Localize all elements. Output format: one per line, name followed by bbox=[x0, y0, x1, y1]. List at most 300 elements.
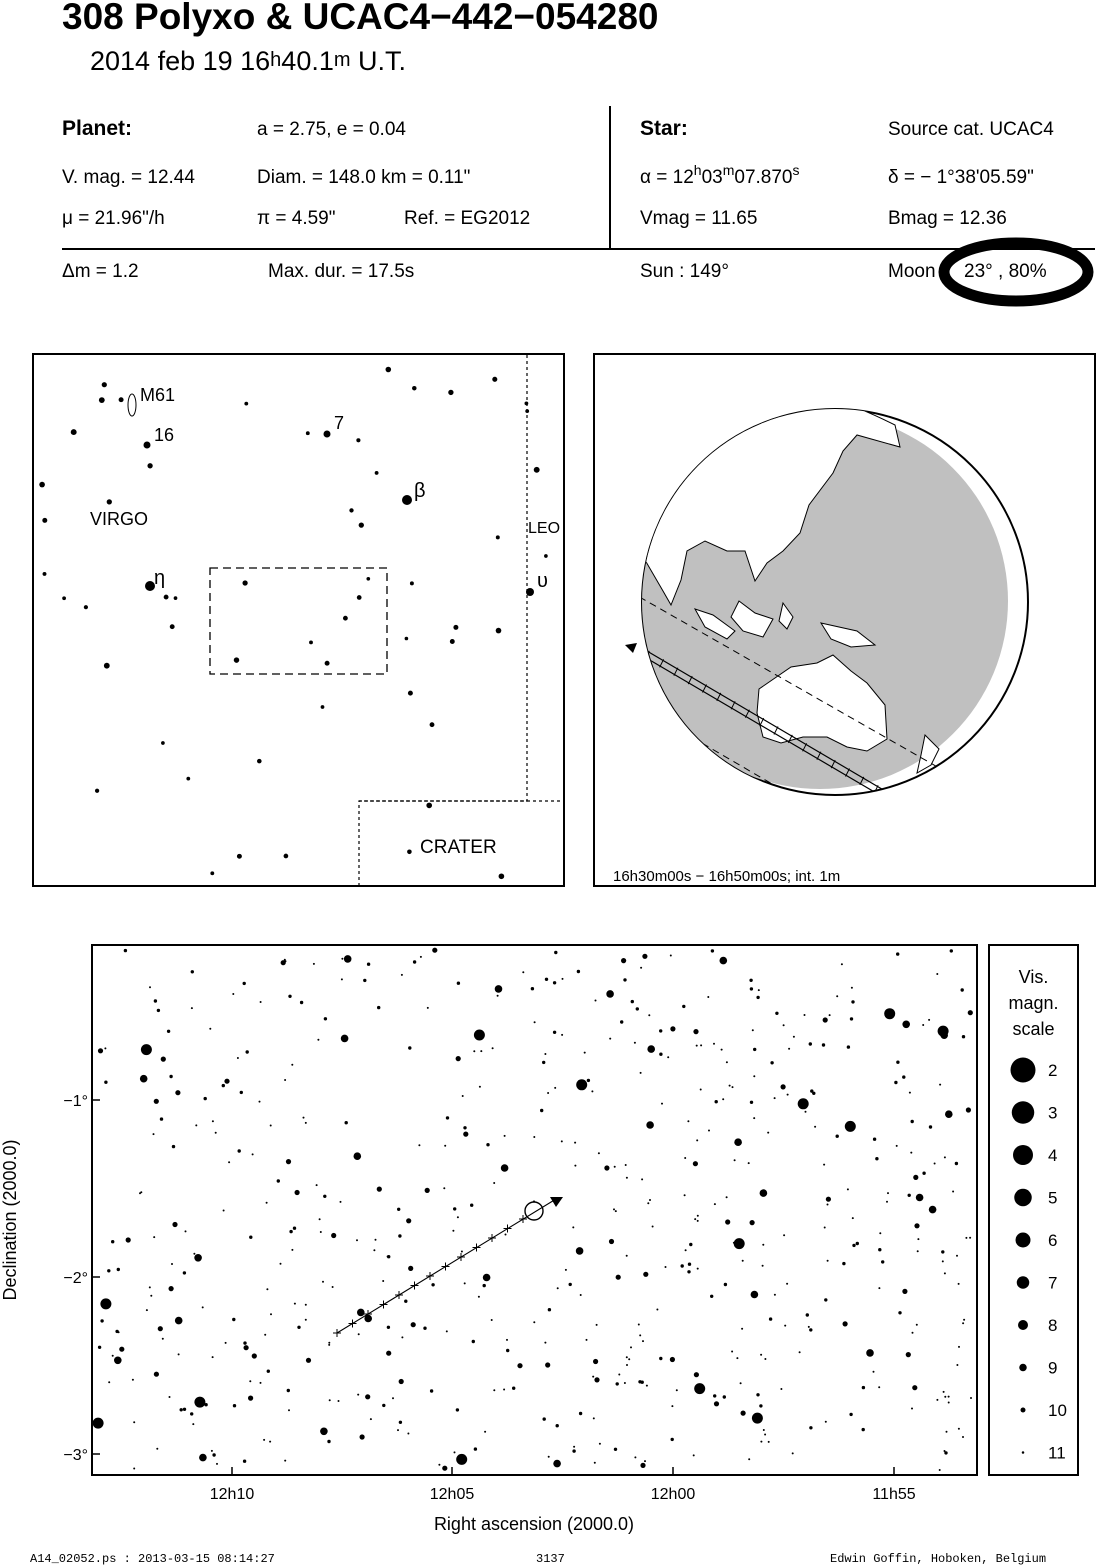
chart-star bbox=[444, 1145, 446, 1147]
chart-star bbox=[769, 1317, 772, 1320]
chart-star bbox=[431, 1283, 434, 1286]
chart-star bbox=[696, 1139, 698, 1141]
chart-star bbox=[284, 1460, 286, 1462]
chart-star bbox=[554, 951, 557, 954]
finder-star bbox=[107, 499, 112, 504]
chart-star bbox=[338, 1400, 340, 1402]
chart-star bbox=[456, 1408, 459, 1411]
chart-star bbox=[806, 1313, 809, 1316]
chart-star bbox=[962, 1322, 964, 1324]
finder-star bbox=[164, 595, 169, 600]
footer-author: Edwin Goffin, Hoboken, Belgium bbox=[830, 1552, 1047, 1566]
chart-star bbox=[199, 1454, 207, 1462]
chart-star bbox=[682, 1005, 685, 1008]
legend-dot-mag-2 bbox=[1011, 1058, 1036, 1083]
chart-star bbox=[360, 1434, 365, 1439]
chart-star bbox=[843, 1321, 848, 1326]
legend-dot-mag-8 bbox=[1018, 1320, 1028, 1330]
chart-star bbox=[609, 1239, 614, 1244]
chart-star bbox=[212, 1120, 214, 1122]
ytick-minus1: −1° bbox=[63, 1093, 88, 1110]
legend-label-mag-4: 4 bbox=[1048, 1146, 1058, 1165]
planet-heading: Planet: bbox=[62, 117, 133, 140]
chart-star bbox=[291, 1249, 293, 1251]
label-leo: LEO bbox=[528, 520, 561, 537]
chart-star bbox=[952, 1191, 954, 1193]
chart-star bbox=[377, 1006, 380, 1009]
chart-star bbox=[216, 1463, 218, 1465]
chart-star bbox=[565, 1269, 567, 1271]
chart-star bbox=[464, 1282, 466, 1284]
chart-star bbox=[252, 1353, 257, 1358]
finder-star bbox=[244, 402, 248, 406]
chart-star bbox=[684, 1157, 686, 1159]
chart-star bbox=[107, 1269, 110, 1272]
chart-star bbox=[98, 1346, 101, 1349]
finder-star bbox=[321, 705, 325, 709]
chart-star bbox=[420, 956, 422, 958]
finder-star bbox=[84, 605, 88, 609]
chart-star bbox=[504, 1135, 506, 1137]
chart-star bbox=[798, 1098, 809, 1109]
chart-star bbox=[681, 1264, 684, 1267]
legend-label-mag-3: 3 bbox=[1048, 1103, 1058, 1123]
finder-star bbox=[343, 616, 348, 621]
chart-star bbox=[404, 1300, 407, 1303]
chart-star bbox=[370, 1418, 372, 1420]
finder-star bbox=[325, 661, 330, 666]
earth-globe bbox=[595, 355, 1094, 885]
chart-star bbox=[169, 1075, 172, 1078]
chart-star bbox=[626, 1255, 628, 1257]
chart-star bbox=[286, 1159, 291, 1164]
legend-dot-mag-4 bbox=[1013, 1145, 1033, 1165]
chart-star bbox=[408, 1046, 411, 1049]
chart-star bbox=[479, 1086, 481, 1088]
chart-star bbox=[317, 1039, 319, 1041]
label-upsilon: υ bbox=[537, 570, 548, 592]
chart-star bbox=[710, 1295, 713, 1298]
chart-star bbox=[659, 1053, 662, 1056]
finder-star bbox=[408, 691, 413, 696]
chart-star bbox=[850, 1017, 853, 1020]
chart-star bbox=[647, 1202, 649, 1204]
chart-star bbox=[958, 1346, 960, 1348]
chart-star bbox=[641, 1178, 643, 1180]
chart-star bbox=[956, 1255, 958, 1257]
chart-star bbox=[732, 1086, 734, 1088]
chart-star bbox=[486, 1143, 489, 1146]
chart-star bbox=[751, 1291, 759, 1299]
chart-star bbox=[344, 955, 352, 963]
chart-star bbox=[580, 1294, 582, 1296]
chart-star bbox=[676, 1389, 678, 1391]
legend-label-mag-2: 2 bbox=[1048, 1061, 1058, 1080]
chart-star bbox=[554, 1087, 556, 1089]
finder-star bbox=[257, 759, 262, 764]
chart-star bbox=[195, 1124, 197, 1126]
moon-value: 23° , 80% bbox=[964, 261, 1047, 282]
chart-star bbox=[491, 1319, 493, 1321]
chart-star bbox=[804, 1014, 806, 1016]
chart-star bbox=[783, 1024, 785, 1026]
chart-star bbox=[955, 1162, 958, 1165]
chart-star bbox=[399, 1421, 402, 1424]
chart-star bbox=[939, 1084, 941, 1086]
chart-star bbox=[243, 982, 246, 985]
chart-star bbox=[577, 970, 580, 973]
chart-star bbox=[295, 1190, 300, 1195]
chart-star bbox=[793, 1036, 795, 1038]
chart-star bbox=[961, 988, 964, 991]
chart-star bbox=[780, 1388, 782, 1390]
chart-star bbox=[140, 1075, 148, 1083]
chart-star bbox=[259, 1101, 261, 1103]
moon-highlight-oval bbox=[938, 236, 1097, 308]
chart-star bbox=[191, 970, 194, 973]
chart-star bbox=[443, 1187, 445, 1189]
magnitude-legend bbox=[988, 944, 1079, 1476]
legend-dot-mag-3 bbox=[1012, 1101, 1035, 1124]
label-m61: M61 bbox=[140, 385, 176, 405]
chart-star bbox=[760, 1441, 762, 1443]
chart-star bbox=[153, 1133, 155, 1135]
chart-star bbox=[724, 1283, 727, 1286]
chart-star bbox=[100, 1298, 111, 1309]
chart-star bbox=[685, 1249, 687, 1251]
chart-star bbox=[902, 1075, 905, 1078]
chart-star bbox=[401, 1336, 403, 1338]
chart-star bbox=[133, 1468, 135, 1470]
chart-star bbox=[827, 1260, 829, 1262]
finder-star bbox=[407, 850, 412, 855]
chart-star bbox=[878, 1287, 880, 1289]
chart-star bbox=[209, 1028, 211, 1030]
chart-star bbox=[212, 1453, 215, 1456]
chart-star bbox=[649, 1199, 651, 1201]
track-tick bbox=[917, 811, 921, 819]
chart-star bbox=[856, 1243, 858, 1245]
chart-star bbox=[824, 1298, 827, 1301]
chart-star bbox=[557, 1287, 559, 1289]
chart-star bbox=[493, 1182, 495, 1184]
chart-star bbox=[614, 1166, 616, 1168]
chart-star bbox=[277, 1179, 280, 1182]
sun-elongation: Sun : 149° bbox=[640, 261, 729, 282]
chart-star bbox=[644, 1460, 646, 1462]
chart-star bbox=[762, 1244, 764, 1246]
chart-star bbox=[943, 1391, 945, 1393]
chart-star bbox=[970, 1397, 972, 1399]
chart-star bbox=[328, 1344, 330, 1346]
chart-star bbox=[726, 1061, 728, 1063]
chart-star bbox=[249, 1380, 251, 1382]
chart-star bbox=[845, 1121, 856, 1132]
chart-star bbox=[873, 1138, 876, 1141]
chart-star bbox=[609, 1038, 611, 1040]
chart-star bbox=[823, 1164, 825, 1166]
chart-star bbox=[753, 1075, 755, 1077]
chart-star bbox=[922, 1172, 925, 1175]
chart-star bbox=[770, 1061, 773, 1064]
chart-star bbox=[545, 1362, 550, 1367]
chart-star bbox=[243, 1341, 246, 1344]
chart-star bbox=[661, 1103, 663, 1105]
finder-star bbox=[499, 873, 505, 879]
chart-star bbox=[556, 1424, 559, 1427]
chart-star bbox=[720, 957, 728, 965]
chart-star bbox=[194, 1397, 205, 1408]
chart-star bbox=[300, 1001, 303, 1004]
chart-star bbox=[896, 952, 899, 955]
chart-star bbox=[418, 1144, 420, 1146]
chart-star bbox=[774, 1294, 776, 1296]
chart-star bbox=[587, 1079, 590, 1082]
chart-star bbox=[615, 1210, 617, 1212]
chart-star bbox=[93, 1418, 104, 1429]
chart-star bbox=[756, 1393, 759, 1396]
chart-star bbox=[638, 1324, 640, 1326]
chart-star bbox=[190, 1412, 193, 1415]
chart-star bbox=[896, 1145, 898, 1147]
finder-star bbox=[174, 596, 178, 600]
star-upsilon bbox=[526, 588, 534, 596]
chart-star bbox=[223, 1210, 225, 1212]
chart-star bbox=[749, 979, 752, 982]
finder-star bbox=[210, 871, 214, 875]
chart-star bbox=[849, 1413, 852, 1416]
chart-star bbox=[713, 1394, 716, 1397]
chart-star bbox=[948, 1402, 950, 1404]
chart-star bbox=[696, 1045, 698, 1047]
chart-star bbox=[289, 1230, 292, 1233]
planet-parallax: π = 4.59" bbox=[257, 208, 336, 229]
chart-star bbox=[968, 1010, 973, 1015]
chart-star bbox=[232, 1318, 235, 1321]
chart-star bbox=[331, 1233, 336, 1238]
planet-motion: μ = 21.96"/h bbox=[62, 208, 165, 229]
chart-star bbox=[623, 978, 626, 981]
chart-star bbox=[545, 978, 548, 981]
globe-time-caption: 16h30m00s − 16h50m00s; int. 1m bbox=[613, 868, 841, 885]
chart-star bbox=[792, 1452, 794, 1454]
chart-star bbox=[270, 1313, 272, 1315]
chart-star bbox=[881, 1260, 884, 1263]
chart-star bbox=[263, 1439, 265, 1441]
planet-vmag: V. mag. = 12.44 bbox=[62, 167, 195, 188]
finder-star bbox=[234, 657, 239, 662]
chart-star bbox=[781, 1084, 786, 1089]
finder-star bbox=[453, 625, 458, 630]
chart-star bbox=[613, 1208, 615, 1210]
chart-star bbox=[715, 1100, 718, 1103]
chart-star bbox=[852, 1217, 854, 1219]
chart-star bbox=[700, 1089, 702, 1091]
chart-star bbox=[224, 1079, 229, 1084]
chart-star bbox=[836, 1135, 839, 1138]
chart-star bbox=[373, 1249, 375, 1251]
finder-star bbox=[356, 438, 360, 442]
chart-star bbox=[929, 1206, 937, 1214]
chart-star bbox=[969, 1237, 971, 1239]
finder-chart-canvas bbox=[34, 355, 563, 885]
chart-star bbox=[594, 1377, 599, 1382]
chart-star bbox=[687, 1270, 690, 1273]
chart-star bbox=[456, 1454, 467, 1465]
chart-star bbox=[586, 1339, 588, 1341]
chart-star bbox=[534, 1021, 536, 1023]
chart-star bbox=[640, 967, 642, 969]
chart-star bbox=[851, 987, 853, 989]
chart-star bbox=[238, 1149, 241, 1152]
chart-star bbox=[741, 1411, 746, 1416]
chart-star bbox=[561, 1034, 563, 1036]
chart-star bbox=[365, 1394, 370, 1399]
chart-star bbox=[291, 1064, 293, 1066]
finder-star bbox=[102, 382, 107, 387]
legend-dots bbox=[990, 946, 1077, 1474]
chart-star bbox=[98, 1048, 103, 1053]
chart-star bbox=[478, 1296, 480, 1298]
finder-star bbox=[544, 554, 548, 558]
max-duration: Max. dur. = 17.5s bbox=[268, 261, 415, 282]
label-7: 7 bbox=[334, 413, 345, 433]
finder-star bbox=[426, 803, 432, 809]
chart-star bbox=[694, 1372, 699, 1377]
chart-star bbox=[752, 1413, 763, 1424]
finder-star bbox=[309, 640, 313, 644]
chart-star bbox=[407, 1433, 409, 1435]
chart-star bbox=[175, 1317, 183, 1325]
chart-star bbox=[406, 1218, 411, 1223]
finder-star bbox=[448, 390, 453, 395]
chart-star bbox=[764, 1358, 766, 1360]
xtick-11h55: 11h55 bbox=[872, 1486, 916, 1503]
chart-star bbox=[194, 1254, 202, 1262]
chart-star bbox=[522, 971, 524, 973]
chart-star bbox=[452, 1230, 454, 1232]
label-eta: η bbox=[154, 567, 166, 589]
chart-star bbox=[760, 1189, 768, 1197]
chart-star bbox=[112, 1355, 114, 1357]
chart-star bbox=[149, 986, 151, 988]
chart-star bbox=[822, 1043, 825, 1046]
chart-star bbox=[284, 1079, 286, 1081]
chart-star bbox=[542, 1061, 545, 1064]
chart-star bbox=[944, 1396, 946, 1398]
legend-label-mag-6: 6 bbox=[1048, 1231, 1058, 1250]
chart-star bbox=[382, 1404, 385, 1407]
chart-star bbox=[916, 1324, 918, 1326]
legend-dot-mag-5 bbox=[1014, 1189, 1032, 1207]
chart-star bbox=[363, 979, 366, 982]
legend-dot-mag-6 bbox=[1016, 1233, 1031, 1248]
chart-star bbox=[641, 1381, 644, 1384]
chart-star bbox=[945, 1110, 953, 1118]
chart-star bbox=[156, 1448, 158, 1450]
chart-star bbox=[293, 1227, 296, 1230]
chart-star bbox=[574, 1165, 576, 1167]
chart-star bbox=[185, 1230, 187, 1232]
chart-star bbox=[805, 1111, 807, 1113]
chart-star bbox=[671, 1405, 673, 1407]
chart-star bbox=[169, 1286, 174, 1291]
chart-star bbox=[211, 1450, 213, 1452]
chart-star bbox=[910, 1152, 912, 1154]
chart-star bbox=[367, 963, 370, 966]
chart-star bbox=[178, 1353, 180, 1355]
chart-star bbox=[694, 1218, 696, 1220]
chart-star bbox=[294, 1303, 296, 1305]
chart-star bbox=[725, 1219, 730, 1224]
chart-star bbox=[146, 1309, 148, 1311]
chart-star bbox=[827, 1204, 829, 1206]
chart-star bbox=[636, 1007, 639, 1010]
chart-star bbox=[118, 1331, 120, 1333]
chart-star bbox=[432, 948, 437, 953]
chart-star bbox=[399, 1379, 404, 1384]
chart-star bbox=[305, 1122, 307, 1124]
chart-star bbox=[750, 987, 753, 990]
chart-star bbox=[642, 954, 647, 959]
chart-star bbox=[269, 1441, 271, 1443]
chart-star bbox=[886, 1201, 888, 1203]
chart-star bbox=[628, 1358, 630, 1360]
chart-star bbox=[162, 1338, 164, 1340]
chart-star bbox=[104, 1047, 106, 1049]
chart-star bbox=[562, 978, 564, 980]
chart-star bbox=[252, 1153, 254, 1155]
chart-star bbox=[408, 1266, 413, 1271]
star-source-catalog: Source cat. UCAC4 bbox=[888, 119, 1054, 140]
chart-star bbox=[596, 1324, 598, 1326]
chart-star bbox=[154, 999, 157, 1002]
planet-diameter: Diam. = 148.0 km = 0.11" bbox=[257, 167, 471, 188]
chart-star bbox=[246, 1050, 249, 1053]
chart-star bbox=[750, 1220, 755, 1225]
chart-star bbox=[387, 1326, 390, 1329]
chart-star bbox=[911, 1408, 913, 1410]
chart-star bbox=[621, 958, 626, 963]
chart-star bbox=[547, 1092, 549, 1094]
chart-star bbox=[141, 1044, 152, 1055]
chart-star bbox=[114, 1357, 122, 1365]
finder-star bbox=[284, 854, 289, 859]
chart-star bbox=[584, 1052, 586, 1054]
star-7 bbox=[324, 431, 331, 438]
finder-star bbox=[405, 637, 409, 641]
chart-star bbox=[944, 1272, 946, 1274]
chart-star bbox=[626, 1364, 628, 1366]
chart-star bbox=[104, 1081, 107, 1084]
chart-star bbox=[341, 978, 343, 980]
star-chart bbox=[0, 935, 985, 1545]
chart-star bbox=[249, 1236, 252, 1239]
finder-star bbox=[161, 741, 165, 745]
star-declination: δ = − 1°38'05.59" bbox=[888, 167, 1034, 188]
chart-star bbox=[320, 1231, 322, 1233]
chart-star bbox=[808, 1326, 810, 1328]
chart-star bbox=[503, 1389, 505, 1391]
star-bmag: Bmag = 12.36 bbox=[888, 208, 1007, 229]
planet-orbit: a = 2.75, e = 0.04 bbox=[257, 119, 406, 140]
chart-star bbox=[759, 1404, 762, 1407]
chart-star bbox=[962, 1035, 965, 1038]
chart-star bbox=[411, 1322, 416, 1327]
chart-star bbox=[929, 1125, 932, 1128]
chart-star bbox=[323, 1195, 326, 1198]
chart-star bbox=[303, 1117, 305, 1119]
